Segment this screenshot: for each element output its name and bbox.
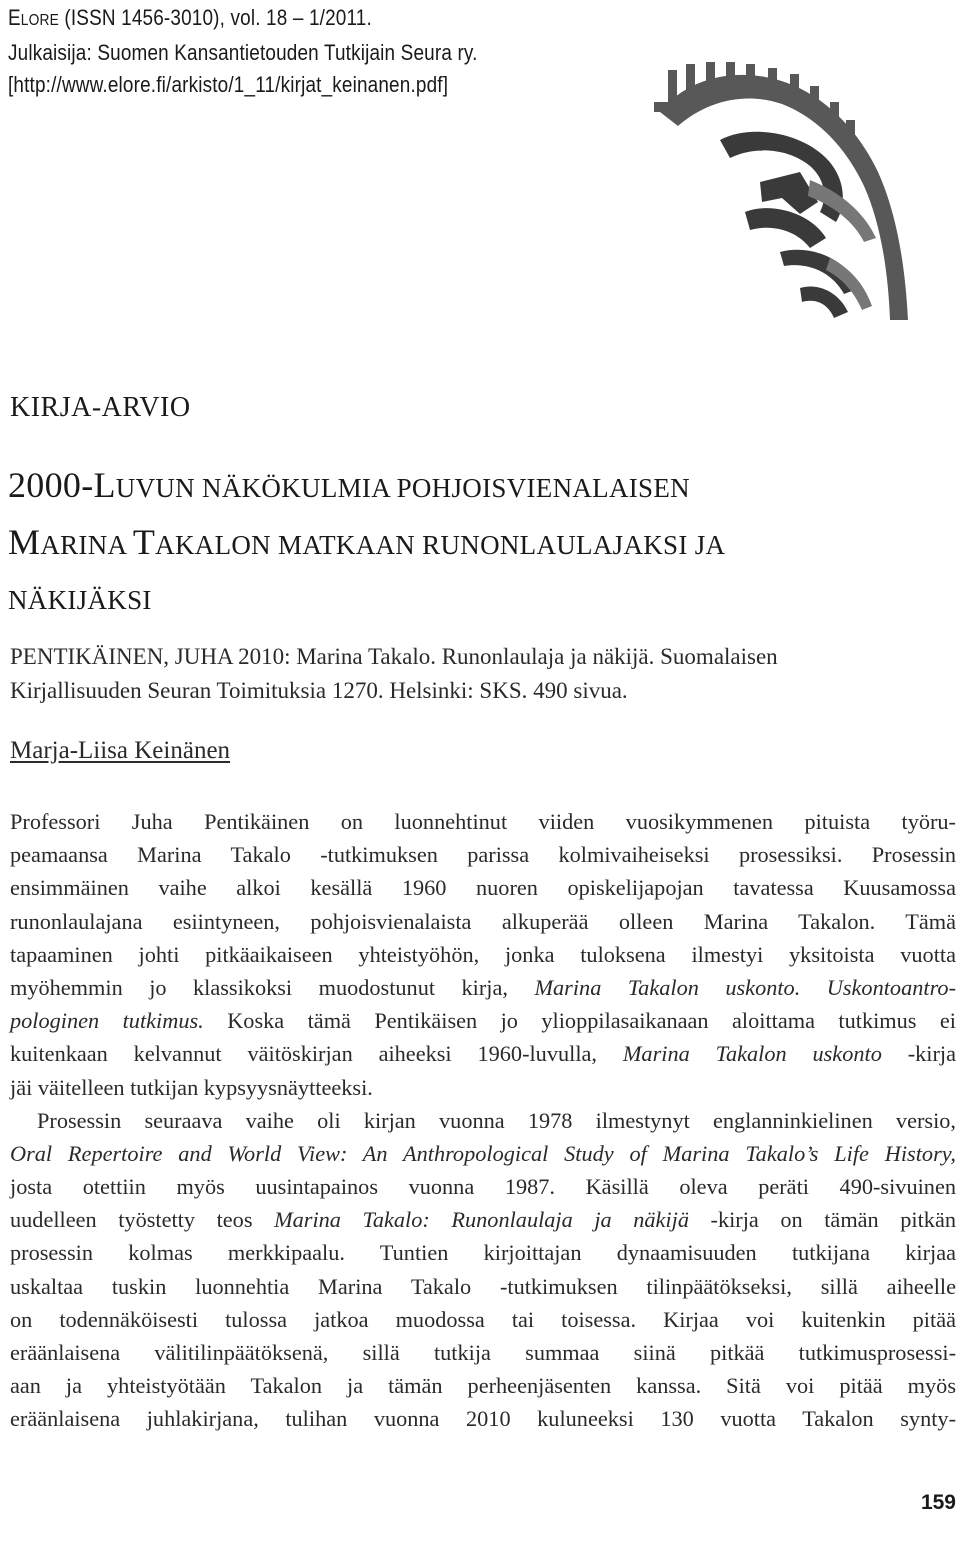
section-label: KIRJA-ARVIO bbox=[10, 392, 191, 423]
body-line: peamaansa Marina Takalo -tutkimuksen parissa kolmivaiheiseksi prosessiksi. Prosessin bbox=[10, 842, 956, 868]
body-line: runonlaulajana esiintyneen, pohjoisvienalaista alkuperää olleen Marina Takalon. Tämä bbox=[10, 908, 956, 934]
body-line: tapaaminen johti pitkäaikaiseen yhteistyöhön, jonka tuloksena ilmestyi yksitoista vuotta bbox=[10, 941, 956, 967]
review-author: Marja-Liisa Keinänen bbox=[10, 737, 231, 764]
title-line: NÄKIJÄKSI bbox=[8, 585, 152, 615]
body-line: Prosessin seuraava vaihe oli kirjan vuonna 1978 ilmestynyt englanninkielinen versio, bbox=[37, 1107, 956, 1133]
body-line: Professori Juha Pentikäinen on luonnehtinut viiden vuosikymmenen pituista työru- bbox=[10, 809, 956, 834]
body-line: josta otettiin myös uusintapainos vuonna 1987. Käsillä oleva peräti 490-sivuinen bbox=[10, 1174, 956, 1200]
body-line: ensimmäinen vaihe alkoi kesällä 1960 nuoren opiskelijapojan tavatessa Kuusamossa bbox=[10, 875, 956, 901]
biblio-line: Kirjallisuuden Seuran Toimituksia 1270. Helsinki: SKS. 490 sivua. bbox=[10, 678, 628, 703]
body-line: eräänlaisena juhlakirjana, tulihan vuonna 2010 kuluneeksi 130 vuotta Takalon synty- bbox=[10, 1406, 956, 1432]
body-line: eräänlaisena välitilinpäätöksenä, sillä tutkija summaa siinä pitkää tutkimusprosessi- bbox=[10, 1340, 956, 1365]
body-line: Oral Repertoire and World View: An Anthropological Study of Marina Takalo’s Life History, bbox=[10, 1140, 956, 1166]
body-line: uskaltaa tuskin luonnehtia Marina Takalo -tutkimuksen tilinpäätökseksi, sillä aiheelle bbox=[10, 1273, 956, 1299]
title-line: 2000-LUVUN NÄKÖKULMIA POHJOISVIENALAISEN bbox=[8, 465, 690, 505]
article-title bbox=[8, 458, 888, 627]
biblio-line: PENTIKÄINEN, JUHA 2010: Marina Takalo. Runonlaulaja ja näkijä. Suomalaisen bbox=[10, 644, 778, 669]
body-line: on todennäköisesti tulossa jatkoa muodossa tai toisessa. Kirjaa voi kuitenkin pitää bbox=[10, 1306, 956, 1332]
title-line: MARINA TAKALON MATKAAN RUNONLAULAJAKSI JA bbox=[8, 522, 726, 562]
body-line: pologinen tutkimus. Koska tämä Pentikäisen jo ylioppilasaikanaan aloittama tutkimus ei bbox=[10, 1008, 956, 1034]
journal-publisher: Julkaisija: Suomen Kansantietouden Tutkijain Seura ry. bbox=[8, 40, 478, 65]
body-line: prosessin kolmas merkkipaalu. Tuntien kirjoittajan dynaamisuuden tutkijana kirjaa bbox=[10, 1240, 956, 1266]
body-line: uudelleen työstetty teos Marina Takalo: Runonlaulaja ja näkijä -kirja on tämän pitkän bbox=[10, 1207, 956, 1233]
body-line: aan ja yhteistyötään Takalon ja tämän perheenjäsenten kanssa. Sitä voi pitää myös bbox=[10, 1373, 956, 1399]
journal-url[interactable]: [http://www.elore.fi/arkisto/1_11/kirjat_keinanen.pdf] bbox=[8, 72, 449, 97]
body-line: myöhemmin jo klassikoksi muodostunut kirja, Marina Takalon uskonto. Uskontoantro- bbox=[10, 974, 956, 1000]
body-line: kuitenkaan kelvannut väitöskirjan aiheeksi 1960-luvulla, Marina Takalon uskonto -kirja bbox=[10, 1041, 956, 1067]
bibliographic-reference bbox=[10, 640, 958, 708]
page-number: 159 bbox=[920, 1491, 956, 1514]
reindeer-antler-logo-icon bbox=[650, 62, 960, 324]
journal-header bbox=[8, 2, 490, 101]
review-body bbox=[10, 805, 956, 1436]
journal-citation: ELORE (ISSN 1456-3010), vol. 18 – 1/2011. bbox=[8, 5, 372, 30]
body-line: jäi väitelleen tutkijan kypsyysnäytteeksi. bbox=[10, 1074, 373, 1100]
